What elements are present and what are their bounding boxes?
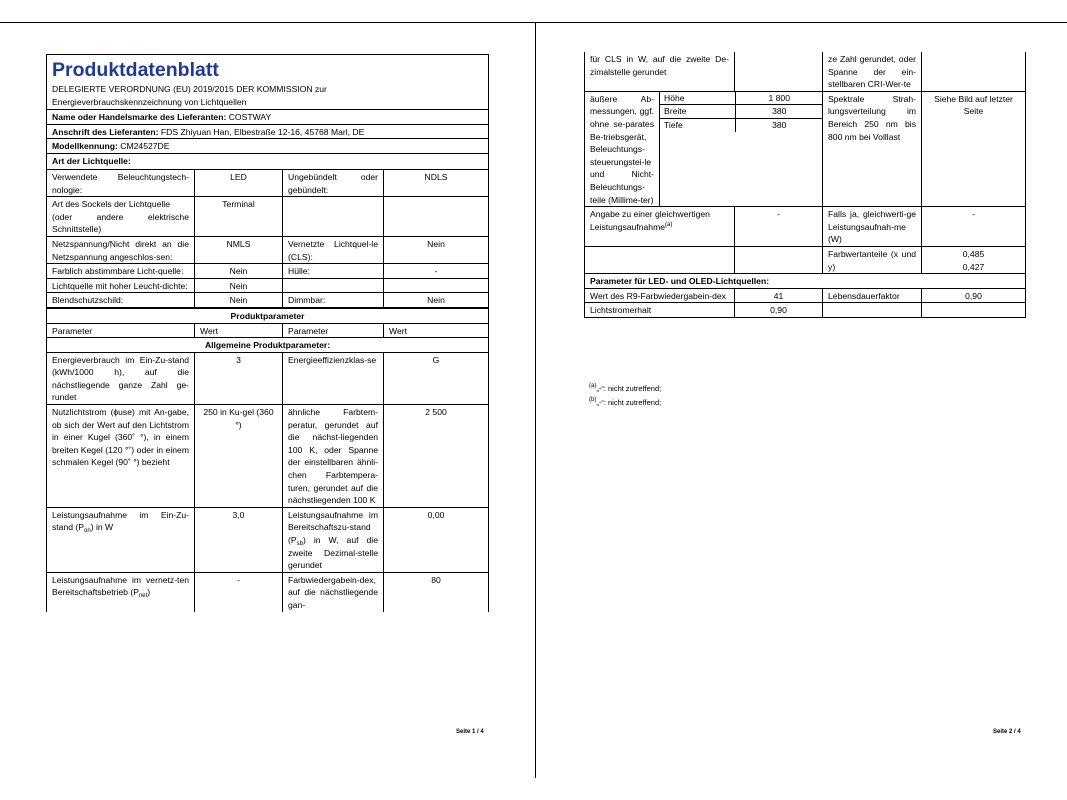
cls-label: Vernetzte Lichtquel-le (CLS): xyxy=(283,236,384,263)
footnote-b: $^{(b)}$„-“: nicht zutreffend; xyxy=(589,397,662,407)
top-rule xyxy=(0,22,1067,23)
col-header-value: Wert xyxy=(195,323,283,338)
tunable-value: Nein xyxy=(195,264,283,279)
col-header-param: Parameter xyxy=(47,323,195,338)
psb-label: Leistungsaufnahme im Bereitschaftszu-stand $(P_{sb})$ in W, auf die zweite Dezimal-stelle gerundet xyxy=(283,507,384,572)
cct-label: ähnliche Farbtem-peratur, gerundet auf die nächst-liegenden 100 K, oder Spanne der einstellbaren ähnli-chen Farbtempera-turen, gerundet auf die nächstliegenden 100 K xyxy=(283,405,384,508)
led-params-heading: Parameter für LED- und OLED-Lichtquellen: xyxy=(585,274,1026,289)
empty-cell xyxy=(823,303,922,318)
pon-label: Leistungsaufnahme im Ein-Zu-stand $(P_{on})$ in W xyxy=(47,507,195,572)
envelope-value: - xyxy=(384,264,489,279)
chromaticity-x: 0,485 xyxy=(962,248,985,259)
supplier-name-row xyxy=(47,110,489,125)
dimensions-label: äußere Ab-messungen, ggf. ohne se-parates Be-triebsgerät, Beleuchtungs-steuerungstei-le und Nicht-Beleuchtungs-teile (Millime-ter) xyxy=(585,91,660,206)
empty-cell xyxy=(283,278,384,293)
spectral-value: Siehe Bild auf letzter Seite xyxy=(922,91,1026,206)
dimensions-table xyxy=(660,92,823,132)
efficiency-class-label: Energieeffizienzklas-se xyxy=(283,352,384,404)
pnet-value: - xyxy=(195,572,283,611)
model-value: CM24527DE xyxy=(120,141,170,152)
efficiency-class-value: G xyxy=(384,352,489,404)
cls-value: Nein xyxy=(384,236,489,263)
cri-value: 80 xyxy=(384,572,489,611)
socket-value: Terminal xyxy=(195,197,283,237)
continued-left-label: für CLS in W, auf die zweite De-zimalstelle gerundet xyxy=(585,52,735,91)
pnet-label: Leistungsaufnahme im vernetz-ten Bereitschaftsbetrieb $(P_{net})$ xyxy=(47,572,195,611)
high-luminance-value: Nein xyxy=(195,278,283,293)
col-header-value: Wert xyxy=(384,323,489,338)
supplier-address-label: Anschrift des Lieferanten: xyxy=(52,126,159,137)
continued-right-label: ze Zahl gerundet, oder Spanne der ein-stellbaren CRI-Wer-te xyxy=(823,52,922,91)
technology-value: LED xyxy=(195,169,283,196)
tunable-label: Farblich abstimmbare Licht-quelle: xyxy=(47,264,195,279)
cri-label: Farbwiedergabein-dex, auf die nächstliegende gan- xyxy=(283,572,384,611)
psb-value: 0,00 xyxy=(384,507,489,572)
r9-label: Wert des R9-Farbwiedergabein-dex xyxy=(585,288,735,303)
regulation-line-1: DELEGIERTE VERORDNUNG (EU) 2019/2015 DER KOMMISSION zur xyxy=(52,84,327,94)
empty-cell xyxy=(735,246,823,273)
pon-value: 3,0 xyxy=(195,507,283,572)
footnotes xyxy=(589,382,661,410)
flux-value: 250 in Ku-gel (360 °) xyxy=(195,405,283,508)
empty-cell xyxy=(384,278,489,293)
mains-label: Netzspannung/Nicht direkt an die Netzspannung angeschlos-sen: xyxy=(47,236,195,263)
maintenance-label: Lichtstromerhalt xyxy=(585,303,735,318)
dimension-row-height: Höhe 1 800 xyxy=(660,92,823,105)
dimmable-label: Dimmbar: xyxy=(283,293,384,308)
empty-cell xyxy=(283,197,384,237)
envelope-label: Hülle: xyxy=(283,264,384,279)
model-row xyxy=(47,139,489,154)
mains-value: NMLS xyxy=(195,236,283,263)
dimension-row-width: Breite 380 xyxy=(660,105,823,119)
dimension-row-depth: Tiefe 380 xyxy=(660,118,823,131)
empty-cell xyxy=(922,303,1026,318)
socket-label-1: Art des Sockels der Lichtquelle xyxy=(52,199,170,210)
dimmable-value: Nein xyxy=(384,293,489,308)
empty-cell xyxy=(735,52,823,91)
life-factor-value: 0,90 xyxy=(922,288,1026,303)
empty-cell xyxy=(384,197,489,237)
page-1-footer: Seite 1 / 4 xyxy=(456,729,484,735)
bundled-label: Ungebündelt oder gebündelt: xyxy=(283,169,384,196)
spectral-label: Spektrale Strah-lungsverteilung im Bereich 250 nm bis 800 nm bei Volllast xyxy=(823,91,922,206)
supplier-name-label: Name oder Handelsmarke des Lieferanten: xyxy=(52,112,227,123)
equivalent-power-value: - xyxy=(735,207,823,247)
cct-value: 2 500 xyxy=(384,405,489,508)
equivalent-claim-value: - xyxy=(922,207,1026,247)
col-header-param: Parameter xyxy=(283,323,384,338)
socket-label-2: (oder andere elektrische Schnittstelle) xyxy=(52,211,189,235)
general-params-heading: Allgemeine Produktparameter: xyxy=(47,338,489,353)
supplier-address-value: FDS Zhiyuan Han, Elbestraße 12-16, 45768 Marl, DE xyxy=(160,126,365,137)
equivalent-power-label: Angabe zu einer gleichwertigen Leistungsaufnahme$^{(a)}$ xyxy=(585,207,735,247)
empty-cell xyxy=(922,52,1026,91)
r9-value: 41 xyxy=(735,288,823,303)
model-label: Modellkennung: xyxy=(52,141,118,152)
glare-value: Nein xyxy=(195,293,283,308)
page-2-footer: Seite 2 / 4 xyxy=(993,729,1021,735)
page-1 xyxy=(46,54,488,612)
flux-label: Nutzlichtstrom (ɸuse) mit An-gabe, ob sich der Wert auf den Lichtstrom in einer Kugel (360˚ °), in einem breiten Kegel (120 °˚) oder in einem schmalen Kegel (90˚ °) bezieht xyxy=(47,405,195,508)
page-title: Produktdatenblatt xyxy=(52,59,219,81)
bundled-value: NDLS xyxy=(384,169,489,196)
footnote-a: $^{(a)}$„-“: nicht zutreffend; xyxy=(589,383,662,393)
life-factor-label: Lebensdauerfaktor xyxy=(823,288,922,303)
chromaticity-label: Farbwertanteile (x und y) xyxy=(823,246,922,273)
product-datasheet-table-page-2 xyxy=(584,52,1026,318)
maintenance-value: 0,90 xyxy=(735,303,823,318)
supplier-address-row xyxy=(47,124,489,139)
regulation-line-2: Energieverbrauchskennzeichnung von Lichtquellen xyxy=(52,96,247,107)
type-heading: Art der Lichtquelle: xyxy=(47,153,489,169)
product-datasheet-table-page-1 xyxy=(46,54,489,612)
page-divider xyxy=(535,22,536,778)
page-2 xyxy=(584,52,1025,318)
chromaticity-y: 0,427 xyxy=(962,261,985,272)
supplier-name-value: COSTWAY xyxy=(228,112,272,123)
energy-value: 3 xyxy=(195,352,283,404)
equivalent-claim-label: Falls ja, gleichwerti-ge Leistungsaufnah-me (W) xyxy=(823,207,922,247)
technology-label: Verwendete Beleuchtungstech-nologie: xyxy=(47,169,195,196)
empty-cell xyxy=(585,246,735,273)
energy-label: Energieverbrauch im Ein-Zu-stand (kWh/1000 h), auf die nächstliegende ganze Zahl ge-rundet xyxy=(47,352,195,404)
high-luminance-label: Lichtquelle mit hoher Leucht-dichte: xyxy=(47,278,195,293)
product-params-heading: Produktparameter xyxy=(47,308,489,323)
glare-label: Blendschutzschild: xyxy=(47,293,195,308)
